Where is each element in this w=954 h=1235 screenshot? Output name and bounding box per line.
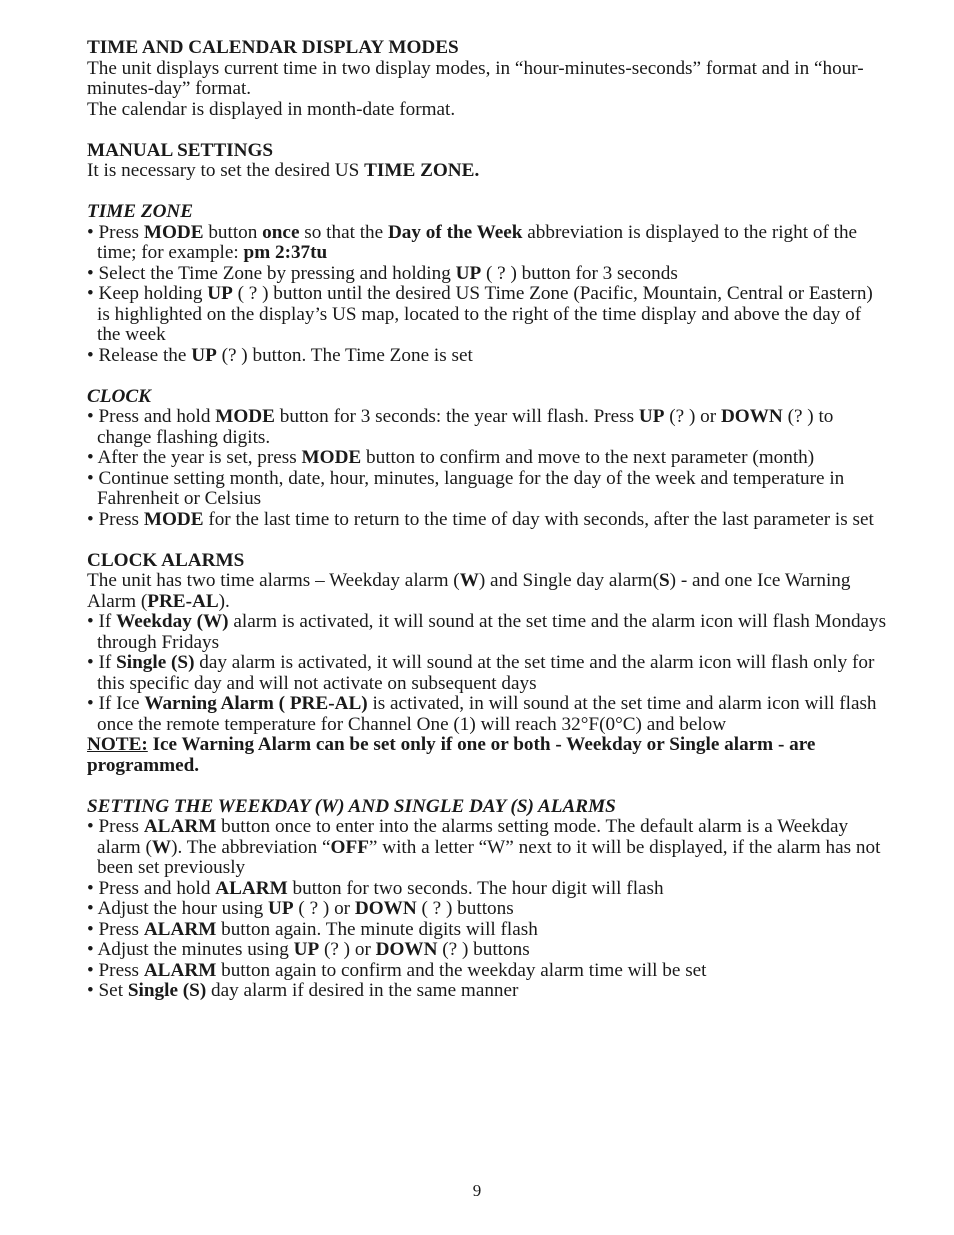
list-item: • Keep holding UP ( ? ) button until the desired US Time Zone (Pacific, Mountain, Central or Eastern) is highlighted on the display’s US map, located to the right of the time display and above the day of the week	[87, 283, 873, 345]
list-item: • Continue setting month, date, hour, minutes, language for the day of the week and temperature in Fahrenheit or Celsius	[87, 467, 845, 509]
list-item: • If Weekday (W) alarm is activated, it will sound at the set time and the alarm icon will flash Mondays through Fridays	[87, 611, 887, 653]
paragraph: It is necessary to set the desired US TIME ZONE.	[87, 160, 480, 181]
paragraph: The unit displays current time in two display modes, in “hour-minutes-seconds” format and in “hour-minutes-day” format.	[87, 57, 864, 99]
list-item: • Release the UP (? ) button. The Time Zone is set	[87, 344, 473, 366]
list-item: • Press MODE button once so that the Day of the Week abbreviation is displayed to the right of the time; for example: pm 2:37tu	[87, 221, 858, 263]
section-heading-clock-alarms: CLOCK ALARMS	[87, 549, 245, 571]
list-item: • If Ice Warning Alarm ( PRE-AL) is activated, in will sound at the set time and alarm icon will flash once the remote temperature for Channel One (1) will reach 32°F(0°C) and below	[87, 693, 877, 735]
list-item: • Press MODE for the last time to return to the time of day with seconds, after the last parameter is set	[87, 508, 874, 530]
section-heading-time-zone: TIME ZONE	[87, 201, 194, 222]
note: NOTE: Ice Warning Alarm can be set only if one or both - Weekday or Single alarm - are programmed.	[87, 734, 816, 776]
list-item: • If Single (S) day alarm is activated, it will sound at the set time and the alarm icon will flash only for this specific day and will not activate on subsequent days	[87, 652, 875, 694]
paragraph: The unit has two time alarms – Weekday alarm (W) and Single day alarm(S) - and one Ice Warning Alarm (PRE-AL).	[87, 570, 851, 612]
list-item: • Set Single (S) day alarm if desired in the same manner	[87, 980, 519, 1001]
list-item: • After the year is set, press MODE button to confirm and move to the next parameter (month)	[87, 447, 815, 468]
list-item: • Press ALARM button again. The minute digits will flash	[87, 918, 538, 940]
list-item: • Adjust the minutes using UP (? ) or DOWN (? ) buttons	[87, 939, 530, 960]
list-item: • Press ALARM button again to confirm and the weekday alarm time will be set	[87, 959, 707, 981]
section-heading-clock: CLOCK	[87, 385, 151, 407]
manual-page	[87, 38, 887, 1002]
list-item: • Adjust the hour using UP ( ? ) or DOWN ( ? ) buttons	[87, 898, 514, 919]
section-heading-manual-settings: MANUAL SETTINGS	[87, 139, 274, 161]
section-heading-display-modes: TIME AND CALENDAR DISPLAY MODES	[87, 37, 459, 58]
list-item: • Press and hold ALARM button for two seconds. The hour digit will flash	[87, 877, 664, 899]
paragraph: The calendar is displayed in month-date format.	[87, 98, 456, 120]
list-item: • Press and hold MODE button for 3 seconds: the year will flash. Press UP (? ) or DOWN (? ) to change flashing digits.	[87, 406, 834, 448]
list-item: • Press ALARM button once to enter into the alarms setting mode. The default alarm is a Weekday alarm (W). The abbreviation “OFF” with a letter “W” next to it will be displayed, if the alarm has not been set previously	[87, 816, 881, 878]
note-label: NOTE:	[87, 734, 148, 755]
list-item: • Select the Time Zone by pressing and holding UP ( ? ) button for 3 seconds	[87, 262, 678, 284]
page-number: 9	[472, 1181, 482, 1200]
section-heading-setting-alarms: SETTING THE WEEKDAY (W) AND SINGLE DAY (S) ALARMS	[87, 795, 616, 817]
